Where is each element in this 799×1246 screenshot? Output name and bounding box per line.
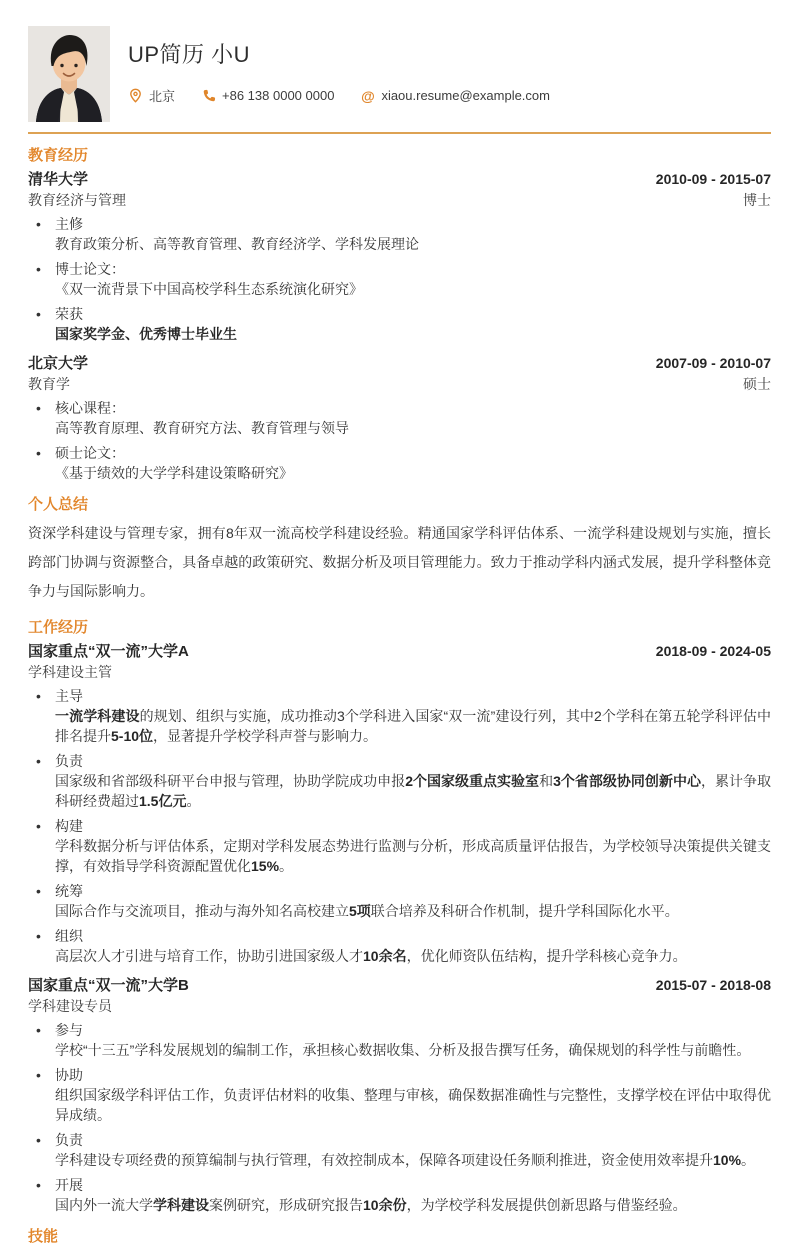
work-period: 2018-09 - 2024-05 — [655, 643, 771, 659]
bullet-label: • 统筹 — [55, 883, 83, 899]
bullet-content: 学科建设专项经费的预算编制与执行管理，有效控制成本，保障各项建设任务顺利推进，资金使用效率提升10%。 — [55, 1152, 756, 1168]
resume-header — [0, 0, 799, 122]
bullet-item — [28, 751, 771, 811]
bullet-label: • 负责 — [55, 753, 83, 769]
education-section-title: 教育经历 — [28, 147, 89, 164]
contact-row — [128, 86, 550, 105]
summary-text: 资深学科建设与管理专家，拥有8年双一流高校学科建设经验。精通国家学科评估体系、一流学科建设规划与实施，擅长跨部门协调与资源整合，具备卓越的政策研究、数据分析及项目管理能力。致力于推动学科内涵式发展，提升学科整体竞争力与国际影响力。 — [28, 525, 771, 599]
skills-section-title: 技能 — [28, 1228, 59, 1245]
school-name: 北京大学 — [28, 355, 89, 372]
contact-phone — [201, 88, 334, 103]
education-degree: 博士 — [743, 192, 771, 208]
contact-email-text: xiaou.resume@example.com — [381, 88, 550, 103]
education-period: 2007-09 - 2010-07 — [655, 355, 771, 371]
company-name: 国家重点“双一流”大学B — [28, 977, 189, 994]
bullet-content: 国际合作与交流项目，推动与海外知名高校建立5项联合培养及科研合作机制，提升学科国际化水平。 — [55, 903, 679, 919]
bullet-label: • 主导 — [55, 688, 83, 704]
contact-email — [360, 88, 550, 103]
bullet-item — [28, 443, 771, 483]
bullet-label: • 组织 — [55, 928, 83, 944]
section-skills — [28, 1228, 771, 1246]
section-work — [28, 619, 771, 1215]
bullet-content: 《基于绩效的大学学科建设策略研究》 — [55, 465, 293, 481]
job-title: 学科建设专员 — [28, 998, 112, 1014]
header-text-block — [128, 26, 550, 122]
education-major: 教育经济与管理 — [28, 192, 126, 208]
bullet-content: 组织国家级学科评估工作，负责评估材料的收集、整理与审核，确保数据准确性与完整性，支撑学校在评估中取得优异成绩。 — [55, 1087, 771, 1123]
bullet-label: • 硕士论文： — [55, 445, 125, 461]
bullet-label: • 协助 — [55, 1067, 83, 1083]
contact-location — [128, 86, 175, 105]
bullet-label: • 负责 — [55, 1132, 83, 1148]
education-bullet-list — [28, 214, 771, 344]
avatar — [28, 26, 110, 122]
work-period: 2015-07 - 2018-08 — [655, 977, 771, 993]
bullet-label: • 博士论文： — [55, 261, 125, 277]
bullet-item — [28, 881, 771, 921]
work-entry — [28, 976, 771, 1215]
bullet-content: 高层次人才引进与培育工作，协助引进国家级人才10余名，优化师资队伍结构，提升学科核心竞争力。 — [55, 948, 687, 964]
bullet-content: 学校“十三五”学科发展规划的编制工作，承担核心数据收集、分析及报告撰写任务，确保规划的科学性与前瞻性。 — [55, 1042, 751, 1058]
education-bullet-list — [28, 398, 771, 483]
email-icon: @ — [361, 87, 375, 104]
bullet-label: • 核心课程： — [55, 400, 125, 416]
bullet-item — [28, 1130, 771, 1170]
school-name: 清华大学 — [28, 171, 89, 188]
location-icon — [128, 88, 143, 103]
header-divider — [28, 132, 771, 134]
work-section-title: 工作经历 — [28, 619, 89, 636]
work-entry — [28, 642, 771, 966]
section-education — [28, 147, 771, 483]
bullet-item — [28, 816, 771, 876]
bullet-item — [28, 686, 771, 746]
contact-location-text: 北京 — [149, 89, 176, 104]
summary-section-title: 个人总结 — [28, 496, 89, 513]
bullet-content: 《双一流背景下中国高校学科生态系统演化研究》 — [55, 281, 363, 297]
work-bullet-list — [28, 686, 771, 966]
bullet-content: 国内外一流大学学科建设案例研究，形成研究报告10余份，为学校学科发展提供创新思路与借鉴经验。 — [55, 1197, 687, 1213]
bullet-content: 高等教育原理、教育研究方法、教育管理与领导 — [55, 420, 349, 436]
bullet-label: • 荣获 — [55, 306, 83, 322]
candidate-name: UP简历 小U — [128, 42, 251, 67]
bullet-item — [28, 926, 771, 966]
bullet-item — [28, 1020, 771, 1060]
bullet-item — [28, 259, 771, 299]
bullet-label: • 开展 — [55, 1177, 83, 1193]
bullet-item — [28, 304, 771, 344]
bullet-item — [28, 214, 771, 254]
bullet-label: • 参与 — [55, 1022, 83, 1038]
bullet-content: 国家奖学金、优秀博士毕业生 — [55, 326, 237, 342]
phone-icon — [201, 88, 216, 103]
education-period: 2010-09 - 2015-07 — [655, 171, 771, 187]
bullet-label: • 主修 — [55, 216, 83, 232]
bullet-content: 国家级和省部级科研平台申报与管理，协助学院成功申报2个国家级重点实验室和3个省部级协同创新中心，累计争取科研经费超过1.5亿元。 — [55, 773, 772, 809]
education-entry — [28, 354, 771, 483]
company-name: 国家重点“双一流”大学A — [28, 643, 189, 660]
work-bullet-list — [28, 1020, 771, 1215]
bullet-label: • 构建 — [55, 818, 83, 834]
bullet-content: 学科数据分析与评估体系，定期对学科发展态势进行监测与分析，形成高质量评估报告，为学校领导决策提供关键支撑，有效指导学科资源配置优化15%。 — [55, 838, 771, 874]
education-entry — [28, 170, 771, 344]
bullet-item — [28, 1175, 771, 1215]
bullet-item — [28, 1065, 771, 1125]
bullet-item — [28, 398, 771, 438]
job-title: 学科建设主管 — [28, 664, 112, 680]
bullet-content: 一流学科建设的规划、组织与实施，成功推动3个学科进入国家“双一流”建设行列，其中2个学科在第五轮学科评估中排名提升5-10位，显著提升学校学科声誉与影响力。 — [55, 708, 771, 744]
contact-phone-text: +86 138 0000 0000 — [222, 88, 335, 103]
section-summary — [28, 496, 771, 606]
education-degree: 硕士 — [743, 376, 771, 392]
education-major: 教育学 — [28, 376, 70, 392]
resume-body — [0, 147, 799, 1246]
avatar-photo-illustration — [28, 26, 110, 122]
bullet-content: 教育政策分析、高等教育管理、教育经济学、学科发展理论 — [55, 236, 419, 252]
